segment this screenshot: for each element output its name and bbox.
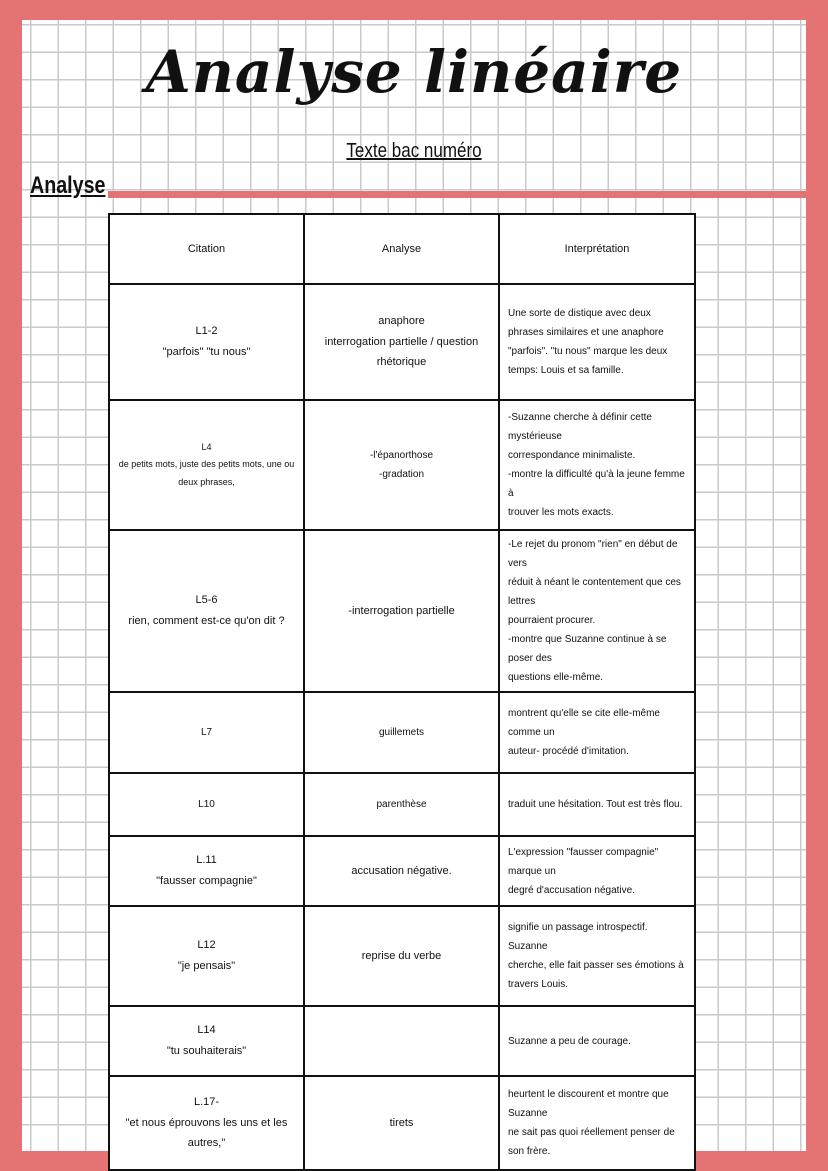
page-subtitle: Texte bac numéro [346, 140, 482, 162]
citation-cell-line: "tu souhaiterais" [166, 1045, 247, 1057]
interpretation-cell-line: travers Louis. [508, 979, 569, 990]
interpretation-cell [499, 836, 695, 906]
citation-cell-line: "fausser compagnie" [156, 875, 257, 887]
analyse-cell-line: accusation négative. [351, 864, 452, 877]
interpretation-cell-line: -Le rejet du pronom "rien" en début de vers [508, 539, 678, 569]
citation-cell-line: L.11 [196, 854, 217, 867]
interpretation-cell [499, 906, 695, 1006]
interpretation-cell-line: L'expression "fausser compagnie" marque un [508, 846, 659, 877]
table-row [109, 284, 695, 400]
page-title: Analyse linéaire [145, 38, 683, 106]
analyse-cell [304, 773, 499, 836]
interpretation-cell [499, 1076, 695, 1170]
interpretation-cell-line: Une sorte de distique avec deux [508, 308, 651, 319]
table-row [109, 906, 695, 1006]
interpretation-cell-line: temps: Louis et sa famille. [508, 365, 624, 376]
analyse-cell [304, 836, 499, 906]
citation-cell [109, 1006, 304, 1076]
citation-cell [109, 836, 304, 906]
interpretation-cell-line: -montre que Suzanne continue à se poser des [508, 634, 667, 664]
header-citation: Citation [109, 214, 304, 284]
citation-cell [109, 906, 304, 1006]
analyse-cell-line: parenthèse [376, 799, 427, 810]
header-analyse: Analyse [304, 214, 499, 284]
citation-cell-line: L.17- [193, 1095, 220, 1108]
table-row [109, 400, 695, 530]
citation-cell-line: L1-2 [195, 325, 218, 338]
analysis-table [108, 213, 696, 1171]
interpretation-cell-line: auteur- procédé d'imitation. [508, 746, 629, 757]
citation-cell [109, 400, 304, 530]
analyse-cell-line: anaphore [378, 314, 425, 327]
interpretation-cell-line: signifie un passage introspectif. Suzanne [508, 922, 648, 952]
citation-cell-line: "parfois" "tu nous" [162, 346, 251, 358]
citation-cell-line: autres," [187, 1137, 226, 1150]
interpretation-cell [499, 1006, 695, 1076]
interpretation-cell [499, 400, 695, 530]
analyse-cell [304, 1006, 499, 1076]
analyse-cell-line: tirets [389, 1116, 414, 1129]
interpretation-cell-line: correspondance minimaliste. [508, 450, 636, 461]
analyse-cell [304, 1076, 499, 1170]
interpretation-cell-line: pourraient procurer. [508, 615, 596, 626]
table-header-row [109, 214, 695, 284]
interpretation-cell-line: cherche, elle fait passer ses émotions à [508, 960, 684, 971]
section-divider [108, 191, 806, 198]
interpretation-cell-line: phrases similaires et une anaphore [508, 327, 664, 338]
citation-cell-line: de petits mots, juste des petits mots, une ou [118, 459, 295, 470]
interpretation-cell-line: -montre la difficulté qu'à la jeune femme à [508, 469, 685, 499]
citation-cell [109, 1076, 304, 1170]
interpretation-cell-line: réduit à néant le contentement que ces lettres [508, 577, 681, 607]
interpretation-cell-line: trouver les mots exacts. [508, 507, 614, 518]
analyse-cell [304, 692, 499, 773]
citation-cell-line: L14 [197, 1024, 216, 1037]
interpretation-cell-line: ne sait pas quoi réellement penser de son frère. [508, 1127, 675, 1157]
interpretation-cell [499, 692, 695, 773]
interpretation-cell-line: traduit une hésitation. Tout est très flou. [508, 799, 683, 810]
citation-cell-line: L7 [200, 727, 213, 738]
citation-cell-line: L10 [198, 799, 215, 810]
interpretation-cell [499, 284, 695, 400]
citation-cell-line: L4 [201, 442, 212, 453]
table-row [109, 1006, 695, 1076]
header-interpretation: Interprétation [499, 214, 695, 284]
interpretation-cell-line: Suzanne a peu de courage. [508, 1035, 631, 1047]
analyse-cell-line: -l'épanorthose [369, 450, 434, 461]
citation-cell-line: "je pensais" [177, 960, 236, 972]
interpretation-cell [499, 773, 695, 836]
citation-cell-line: L12 [197, 939, 216, 952]
citation-cell [109, 284, 304, 400]
analyse-cell-line: -gradation [378, 469, 425, 480]
analyse-cell-line: -interrogation partielle [348, 604, 455, 617]
analyse-cell-line: interrogation partielle / question [324, 335, 479, 348]
citation-cell [109, 530, 304, 692]
citation-cell [109, 773, 304, 836]
citation-cell-line: L5-6 [195, 594, 218, 607]
interpretation-cell [499, 530, 695, 692]
citation-cell-line: deux phrases, [178, 476, 235, 487]
citation-cell [109, 692, 304, 773]
citation-cell-line: "et nous éprouvons les uns et les [125, 1116, 288, 1129]
section-heading: Analyse [30, 172, 106, 199]
interpretation-cell-line: questions elle-même. [508, 672, 604, 683]
interpretation-cell-line: -Suzanne cherche à définir cette mystérieuse [508, 412, 652, 442]
interpretation-cell-line: "parfois". "tu nous" marque les deux [508, 346, 668, 357]
table-row [109, 692, 695, 773]
analyse-cell [304, 530, 499, 692]
analyse-cell [304, 400, 499, 530]
analyse-cell [304, 906, 499, 1006]
citation-cell-line: rien, comment est-ce qu'on dit ? [128, 615, 285, 627]
analyse-cell [304, 284, 499, 400]
table-row [109, 1076, 695, 1170]
analyse-cell-line: reprise du verbe [361, 949, 442, 962]
analyse-cell-line: rhétorique [376, 356, 427, 369]
interpretation-cell-line: heurtent le discourent et montre que Suzanne [508, 1089, 669, 1119]
analyse-cell-line: guillemets [378, 727, 425, 738]
table-row [109, 836, 695, 906]
interpretation-cell-line: montrent qu'elle se cite elle-même comme un [508, 708, 660, 738]
table-row [109, 773, 695, 836]
table-row [109, 530, 695, 692]
interpretation-cell-line: degré d'accusation négative. [508, 884, 635, 896]
